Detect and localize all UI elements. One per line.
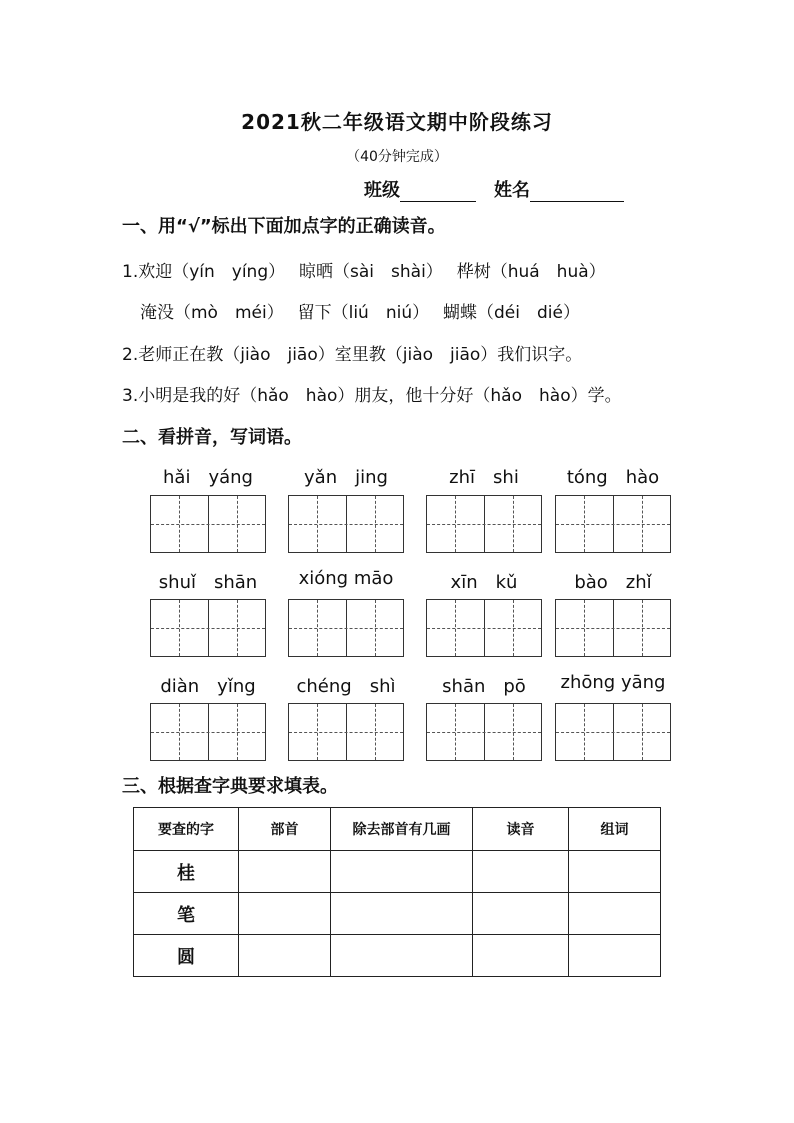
writing-grid[interactable]: [426, 703, 542, 761]
class-blank[interactable]: [400, 183, 476, 202]
pinyin-label: chéng shì: [296, 676, 396, 697]
answer-cell[interactable]: [473, 851, 569, 893]
answer-cell[interactable]: [331, 893, 473, 935]
writing-grid[interactable]: [555, 599, 671, 657]
answer-cell[interactable]: [473, 893, 569, 935]
writing-grid[interactable]: [288, 703, 404, 761]
writing-grid[interactable]: [426, 495, 542, 553]
answer-cell[interactable]: [569, 935, 661, 977]
name-field: [494, 176, 624, 202]
lookup-character: 圆: [134, 935, 239, 977]
question-2: 2.老师正在教（jiào jiāo）室里教（jiào jiāo）我们识字。: [122, 345, 583, 365]
page-title: 2021秋二年级语文期中阶段练习: [241, 110, 553, 134]
pinyin-label: shān pō: [442, 676, 526, 697]
writing-grid[interactable]: [150, 703, 266, 761]
writing-grid[interactable]: [288, 495, 404, 553]
writing-grid[interactable]: [555, 703, 671, 761]
question-1-line-1: 1.欢迎（yín yíng） 晾晒（sài shài） 桦树（huá huà）: [122, 262, 606, 282]
answer-cell[interactable]: [473, 935, 569, 977]
answer-cell[interactable]: [569, 893, 661, 935]
name-blank[interactable]: [530, 183, 624, 202]
answer-cell[interactable]: [239, 851, 331, 893]
table-row: [134, 935, 661, 977]
pinyin-label: hǎi yáng: [163, 467, 253, 488]
column-header: 读音: [473, 808, 569, 851]
writing-grid[interactable]: [150, 495, 266, 553]
pinyin-label: diàn yǐng: [160, 676, 256, 697]
table-header-row: [134, 808, 661, 851]
answer-cell[interactable]: [331, 935, 473, 977]
pinyin-label: xióng māo: [298, 568, 394, 589]
question-3: 3.小明是我的好（hǎo hào）朋友，他十分好（hǎo hào）学。: [122, 386, 622, 406]
column-header: 要查的字: [134, 808, 239, 851]
pinyin-label: zhī shi: [449, 467, 519, 488]
column-header: 部首: [239, 808, 331, 851]
pinyin-label: shuǐ shān: [158, 572, 258, 593]
class-label: 班级: [364, 180, 400, 201]
pinyin-label: tóng hào: [566, 467, 660, 488]
writing-grid[interactable]: [555, 495, 671, 553]
section-1-heading: 一、用“√”标出下面加点字的正确读音。: [122, 216, 446, 237]
pinyin-label: bào zhǐ: [574, 572, 652, 593]
answer-cell[interactable]: [331, 851, 473, 893]
column-header: 除去部首有几画: [331, 808, 473, 851]
lookup-character: 笔: [134, 893, 239, 935]
lookup-character: 桂: [134, 851, 239, 893]
column-header: 组词: [569, 808, 661, 851]
table-row: [134, 851, 661, 893]
class-field: [364, 176, 476, 202]
table-row: [134, 893, 661, 935]
answer-cell[interactable]: [239, 893, 331, 935]
writing-grid[interactable]: [288, 599, 404, 657]
dictionary-table: [133, 807, 661, 977]
answer-cell[interactable]: [569, 851, 661, 893]
pinyin-label: zhōng yāng: [560, 672, 666, 693]
answer-cell[interactable]: [239, 935, 331, 977]
section-2-heading: 二、看拼音，写词语。: [122, 427, 302, 448]
writing-grid[interactable]: [150, 599, 266, 657]
question-1-line-2: 淹没（mò méi） 留下（liú niú） 蝴蝶（déi dié）: [140, 303, 580, 323]
pinyin-label: yǎn jing: [304, 467, 388, 488]
writing-grid[interactable]: [426, 599, 542, 657]
time-note: （40分钟完成）: [346, 149, 448, 165]
name-label: 姓名: [494, 180, 530, 201]
section-3-heading: 三、根据查字典要求填表。: [122, 776, 338, 797]
pinyin-label: xīn kǔ: [450, 572, 518, 593]
